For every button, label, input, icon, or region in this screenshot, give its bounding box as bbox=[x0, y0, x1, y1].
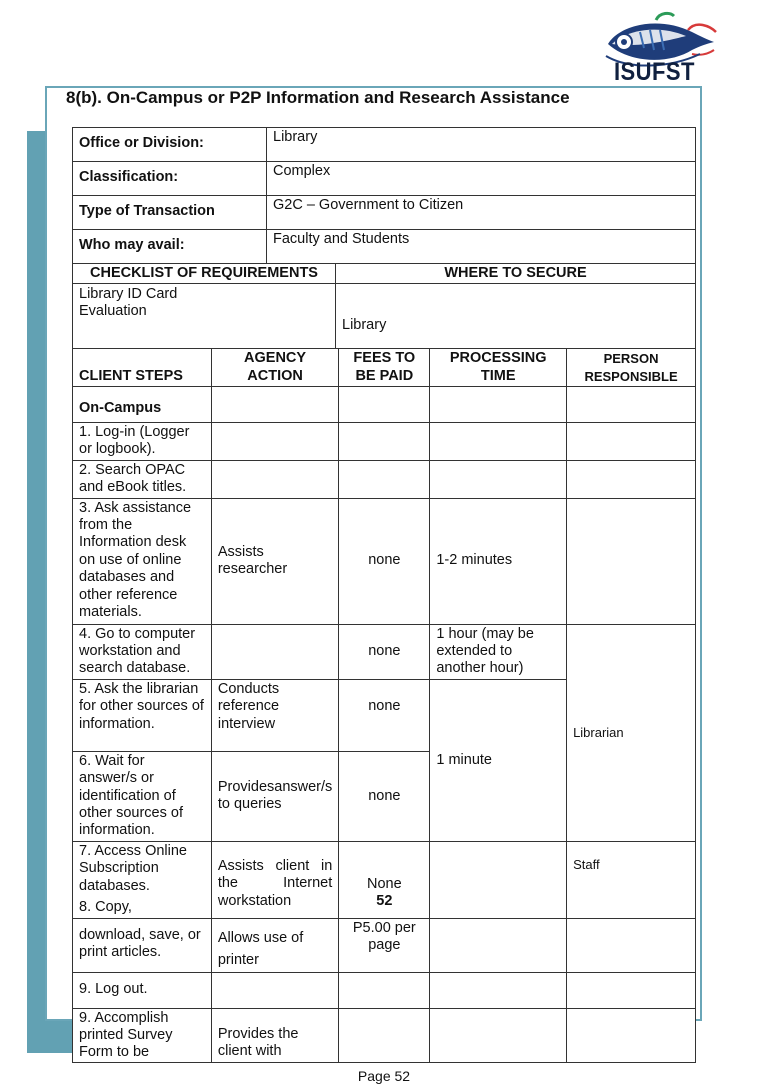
step-4-time: 1 hour (may be extended to another hour) bbox=[430, 624, 567, 679]
person-staff: Staff bbox=[567, 841, 696, 918]
column-header-processing-time: PROCESSING TIME bbox=[430, 349, 567, 387]
where-to-secure-value: Library bbox=[336, 283, 696, 350]
column-header-person-responsible: PERSON RESPONSIBLE bbox=[567, 349, 696, 387]
logo-wordmark: ISUFST bbox=[614, 58, 695, 86]
requirements-cell bbox=[73, 283, 336, 350]
step-9-text: 9. Log out. bbox=[73, 972, 212, 1008]
checklist-table bbox=[72, 263, 696, 351]
step-8-action-line: printer bbox=[217, 951, 259, 968]
info-value: Library bbox=[267, 128, 696, 162]
step-4-fee: none bbox=[339, 624, 430, 679]
step-5-fee: none bbox=[339, 679, 430, 751]
info-label: Who may avail: bbox=[73, 230, 267, 264]
checklist-header: CHECKLIST OF REQUIREMENTS bbox=[73, 264, 336, 284]
info-value: G2C – Government to Citizen bbox=[267, 196, 696, 230]
step-6-text: 6. Wait for answer/s or identification of other sources of information. bbox=[73, 751, 212, 841]
step-3-action: Assists researcher bbox=[211, 498, 338, 624]
info-table bbox=[72, 127, 696, 264]
step-7-fee-cell bbox=[339, 841, 430, 918]
info-value: Complex bbox=[267, 162, 696, 196]
client-steps-table bbox=[72, 348, 696, 1063]
step-9b-text: 9. Accomplish printed Survey Form to be bbox=[73, 1008, 212, 1062]
person-librarian: Librarian bbox=[567, 624, 696, 841]
step-8-text: download, save, or print articles. bbox=[73, 918, 212, 972]
requirement-item: Evaluation bbox=[79, 303, 147, 319]
info-row-office bbox=[73, 128, 696, 162]
column-header-agency-action: AGENCY ACTION bbox=[211, 349, 338, 387]
info-label: Type of Transaction bbox=[73, 196, 267, 230]
step-3-text: 3. Ask assistance from the Information desk on use of online databases and other reference materials. bbox=[73, 498, 212, 624]
step-3-time: 1-2 minutes bbox=[430, 498, 567, 624]
page-number: Page 52 bbox=[357, 1068, 411, 1084]
step-8-line: 8. Copy, bbox=[79, 899, 132, 916]
step-7-fee: None bbox=[366, 875, 402, 892]
info-label: Classification: bbox=[73, 162, 267, 196]
step-7-text bbox=[73, 841, 212, 918]
step-1-text: 1. Log-in (Logger or logbook). bbox=[73, 423, 212, 461]
step-7-line: 7. Access Online Subscription databases. bbox=[79, 842, 187, 894]
step-5-action: Conducts reference interview bbox=[211, 679, 338, 751]
step-7-fee-number: 52 bbox=[376, 893, 393, 910]
step-6-fee: none bbox=[339, 751, 430, 841]
where-to-secure-header: WHERE TO SECURE bbox=[336, 264, 696, 284]
step-4-text: 4. Go to computer workstation and search database. bbox=[73, 624, 212, 679]
step-8-action-line: Allows use of bbox=[217, 929, 304, 946]
info-label: Office or Division: bbox=[73, 128, 267, 162]
column-header-client-steps: CLIENT STEPS bbox=[73, 349, 212, 387]
section-label: On-Campus bbox=[73, 387, 212, 423]
info-row-transaction bbox=[73, 196, 696, 230]
step-3-fee: none bbox=[339, 498, 430, 624]
page-title: 8(b). On-Campus or P2P Information and Research Assistance bbox=[66, 88, 570, 107]
info-value: Faculty and Students bbox=[267, 230, 696, 264]
column-header-fees: FEES TO BE PAID bbox=[339, 349, 430, 387]
step-5-6-time: 1 minute bbox=[430, 679, 567, 841]
step-8-fee: P5.00 per page bbox=[339, 918, 430, 972]
info-row-who-may-avail bbox=[73, 230, 696, 264]
step-9b-action: Provides the client with bbox=[211, 1008, 338, 1062]
step-7-action: Assists client in the Internet workstation bbox=[211, 841, 338, 918]
info-row-classification bbox=[73, 162, 696, 196]
step-5-text: 5. Ask the librarian for other sources of information. bbox=[73, 679, 212, 751]
step-2-text: 2. Search OPAC and eBook titles. bbox=[73, 460, 212, 498]
step-6-action: Providesanswer/s to queries bbox=[211, 751, 338, 841]
requirement-item: Library ID Card bbox=[79, 285, 178, 302]
step-8-action-cell bbox=[211, 918, 338, 972]
